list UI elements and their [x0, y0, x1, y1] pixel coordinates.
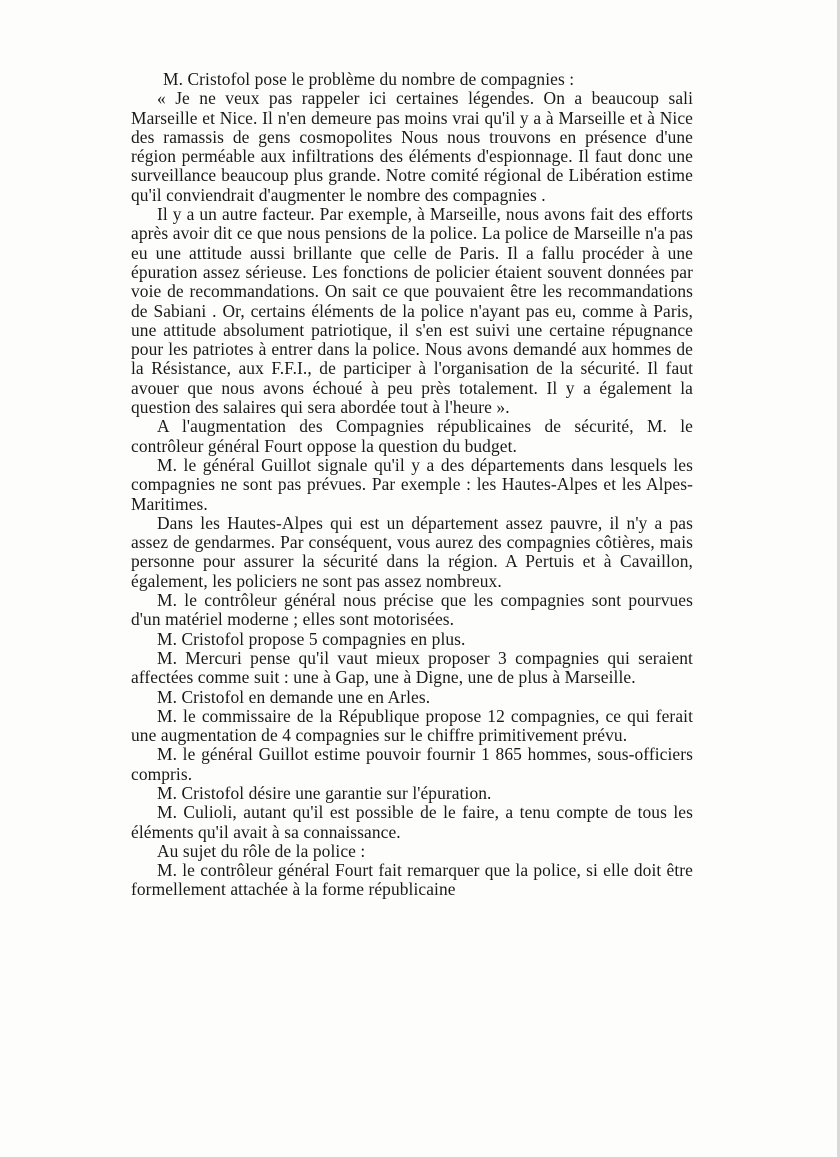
paragraph: M. le commissaire de la République propose 12 compagnies, ce qui ferait une augmentation de 4 compagnies sur le chiffre primitivement prévu.: [131, 705, 693, 746]
paragraph: M. Cristofol pose le problème du nombre de compagnies :: [163, 69, 575, 89]
paragraph: Dans les Hautes-Alpes qui est un département assez pauvre, il n'y a pas assez de gendarmes. Par conséquent, vous aurez des compagnies côtières, mais personne pour assurer la sécurité dans la région. A Pertuis et à Cavaillon, également, les policiers ne sont pas assez nombreux.: [131, 512, 693, 591]
paragraph: M. Cristofol désire une garantie sur l'épuration.: [157, 782, 492, 803]
paragraph: M. le contrôleur général Fourt fait remarquer que la police, si elle doit être formellement attachée à la forme républicaine: [131, 860, 693, 900]
paragraph: M. Mercuri pense qu'il vaut mieux proposer 3 compagnies qui seraient affectées comme suit : une à Gap, une à Digne, une de plus à Marseille.: [131, 647, 693, 688]
paragraph: « Je ne veux pas rappeler ici certaines légendes. On a beaucoup sali Marseille et Nice. Il n'en demeure pas moins vrai qu'il y a à Marseille et à Nice des ramassis de gens cosmopolites Nous nous trouvons en présence d'une région perméable aux infiltrations des éléments d'espionnage. Il faut donc une surveillance beaucoup plus grande. Notre comité régional de Libération estime qu'il conviendrait d'augmenter le nombre des compagnies .: [131, 88, 693, 205]
paragraph: Il y a un autre facteur. Par exemple, à Marseille, nous avons fait des efforts après avoir dit ce que nous pensions de la police. La police de Marseille n'a pas eu une attitude aussi brillante que celle de Paris. Il a fallu procéder à une épuration assez sérieuse. Les fonctions de policier étaient souvent données par voie de recommandations. On sait ce que pouvaient être les recommandations de Sabiani . Or, certains éléments de la police n'ayant pas eu, comme à Paris, une attitude absolument patriotique, il s'en est suivi une certaine répugnance pour les patriotes à entrer dans la police. Nous avons demandé aux hommes de la Résistance, aux F.F.I., de participer à l'organisation de la sécurité. Il faut avouer que nous avons échoué à peu près totalement. Il y a également la question des salaires qui sera abordée tout à l'heure ».: [131, 204, 693, 418]
paragraph: M. Culioli, autant qu'il est possible de le faire, a tenu compte de tous les éléments qu'il avait à sa connaissance.: [131, 802, 693, 842]
paragraph: M. le contrôleur général nous précise que les compagnies sont pourvues d'un matériel moderne ; elles sont motorisées.: [131, 590, 693, 630]
paragraph: M. Cristofol propose 5 compagnies en plus.: [157, 628, 466, 649]
paragraph: M. Cristofol en demande une en Arles.: [157, 686, 431, 707]
body-text: [131, 70, 693, 900]
paragraph: A l'augmentation des Compagnies républicaines de sécurité, M. le contrôleur général Fourt oppose la question du budget.: [131, 416, 693, 456]
paragraph: Au sujet du rôle de la police :: [157, 840, 366, 861]
paragraph: M. le général Guillot estime pouvoir fournir 1 865 hommes, sous-officiers compris.: [131, 744, 693, 784]
paragraph: M. le général Guillot signale qu'il y a des départements dans lesquels les compagnies ne sont pas prévues. Par exemple : les Hautes-Alpes et les Alpes-Maritimes.: [131, 454, 693, 514]
